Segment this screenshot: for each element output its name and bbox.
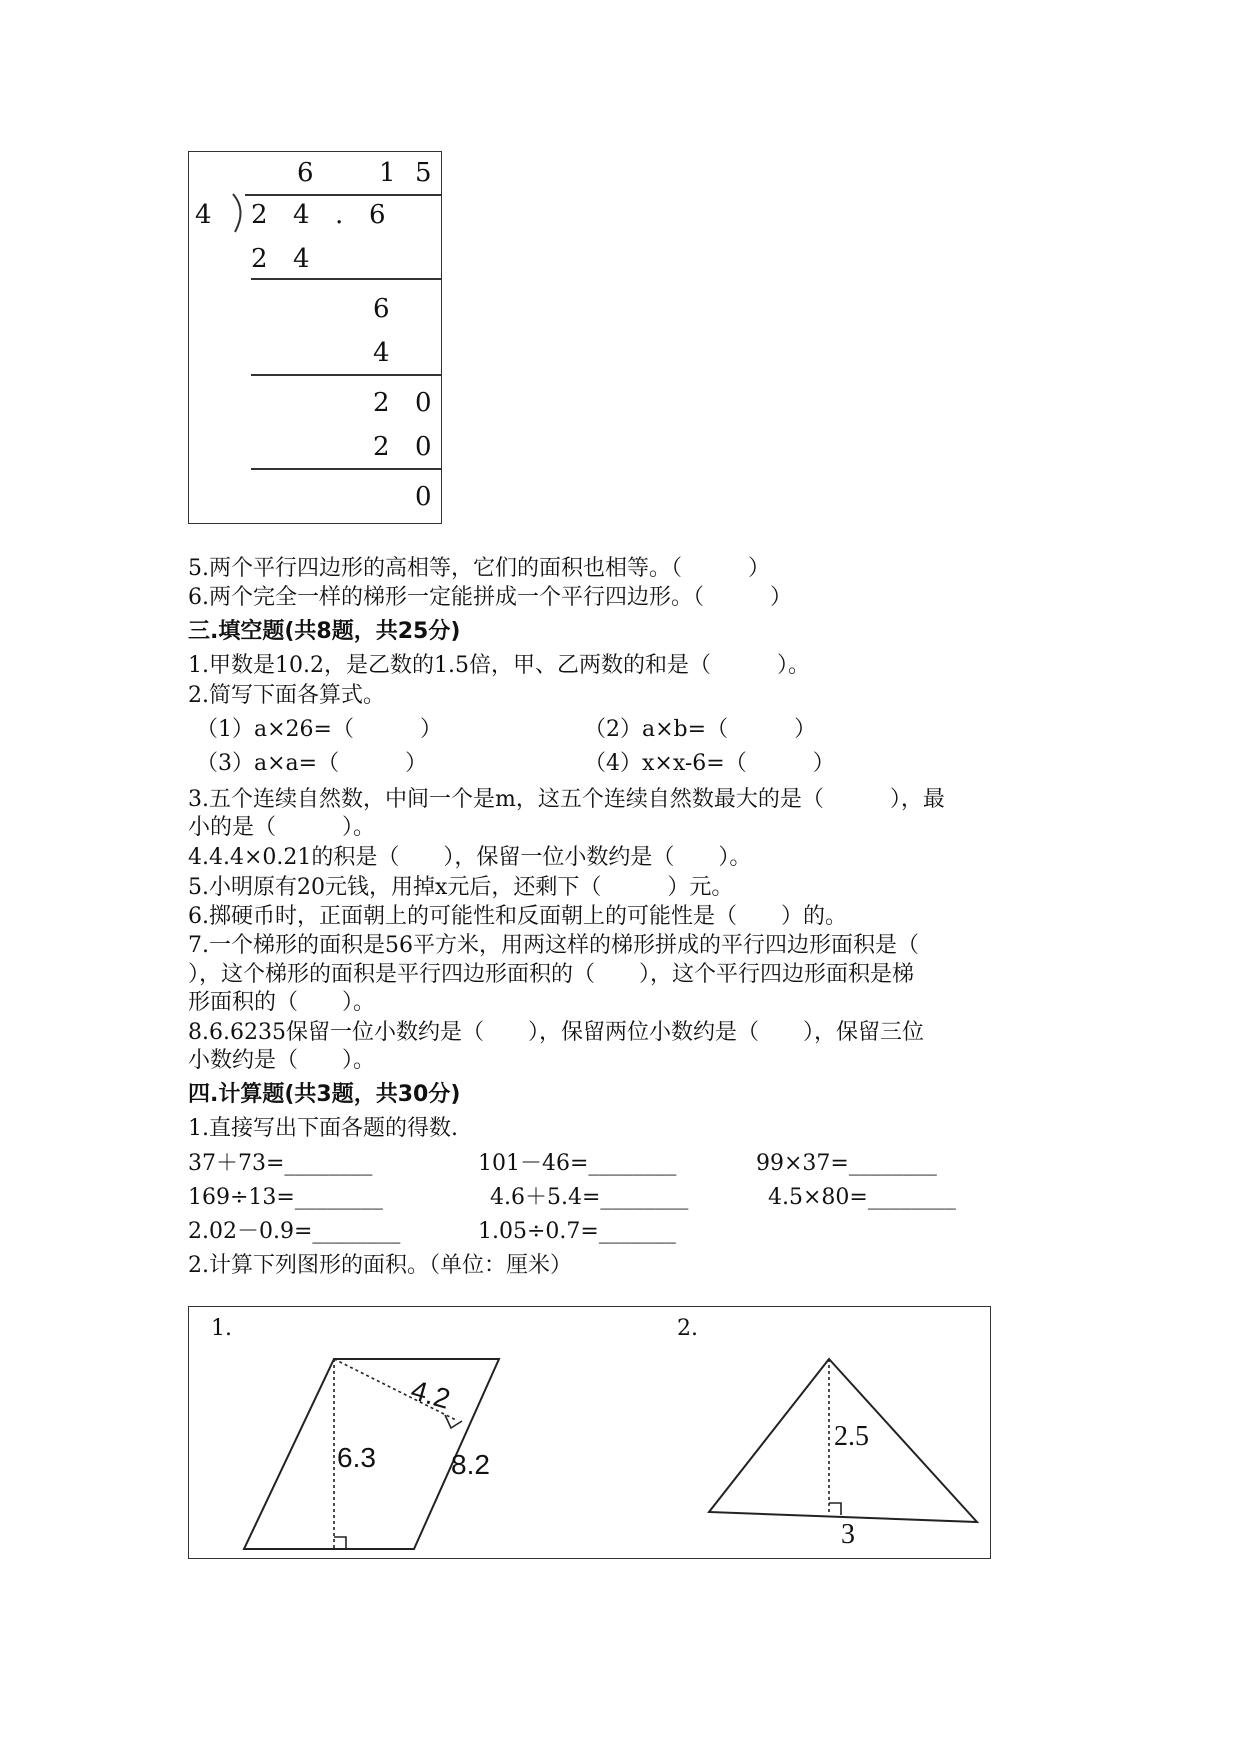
fill-question-5: 5.小明原有20元钱，用掉x元后，还剩下（ ）元。 xyxy=(188,875,734,900)
long-division-figure xyxy=(188,151,442,524)
dividend-digit: 2 xyxy=(251,200,268,230)
fill-question-7: 7.一个梯形的面积是56平方米，用两这样的梯形拼成的平行四边形面积是（ xyxy=(188,933,919,958)
fill-question-2-item: （4）x×x-6=（ ） xyxy=(584,751,835,776)
fill-question-2: 2.简写下面各算式。 xyxy=(188,683,385,708)
parallelogram-perp-right-angle xyxy=(445,1415,462,1428)
fill-question-3-cont: 小的是（ ）。 xyxy=(188,815,376,840)
figure-1-label: 1. xyxy=(211,1316,232,1341)
fill-question-1: 1.甲数是10.2，是乙数的1.5倍，甲、乙两数的和是（ ）。 xyxy=(188,653,810,678)
step-digit: 6 xyxy=(373,294,390,324)
fill-question-3: 3.五个连续自然数，中间一个是m，这五个连续自然数最大的是（ ），最 xyxy=(188,787,945,812)
fill-question-7-cont: 形面积的（ ）。 xyxy=(188,990,376,1015)
calc-item: 101－46=________ xyxy=(478,1151,677,1176)
fill-question-2-item: （3）a×a=（ ） xyxy=(196,751,428,776)
divisor: 4 xyxy=(195,200,212,230)
dividend-digit: 4 xyxy=(293,200,310,230)
area-figures xyxy=(188,1306,991,1559)
quotient-digit: 6 xyxy=(297,158,314,188)
step-digit: 2 xyxy=(251,244,268,274)
step-digit: 2 xyxy=(373,432,390,462)
parallelogram-height-label: 6.3 xyxy=(337,1442,376,1473)
division-bracket xyxy=(231,192,251,234)
calc-item: 99×37=________ xyxy=(756,1151,937,1176)
dividend-digit: 6 xyxy=(369,200,386,230)
step-rule xyxy=(251,374,441,376)
fill-question-8: 8.6.6235保留一位小数约是（ ），保留两位小数约是（ ），保留三位 xyxy=(188,1020,924,1045)
section-4-title: 四.计算题(共3题，共30分) xyxy=(188,1082,461,1107)
step-digit: 0 xyxy=(415,432,432,462)
parallelogram-height-right-angle xyxy=(334,1537,346,1549)
fill-question-4: 4.4.4×0.21的积是（ ），保留一位小数约是（ ）。 xyxy=(188,845,752,870)
calc-item: 1.05÷0.7=_______ xyxy=(478,1219,676,1244)
calc-item: 169÷13=________ xyxy=(188,1185,383,1210)
fill-question-2-item: （1）a×26=（ ） xyxy=(196,717,442,742)
fill-question-2-item: （2）a×b=（ ） xyxy=(584,717,817,742)
quotient-digit: 5 xyxy=(415,158,432,188)
step-digit: 0 xyxy=(415,388,432,418)
triangle-height-label: 2.5 xyxy=(834,1421,869,1452)
fill-question-8-cont: 小数约是（ ）。 xyxy=(188,1048,376,1073)
calc-item: 4.6＋5.4=________ xyxy=(490,1185,689,1210)
triangle-base-label: 3 xyxy=(841,1519,855,1550)
judgement-question-5: 5.两个平行四边形的高相等，它们的面积也相等。（ ） xyxy=(188,556,770,581)
judgement-question-6: 6.两个完全一样的梯形一定能拼成一个平行四边形。（ ） xyxy=(188,585,792,610)
calc-question-2: 2.计算下列图形的面积。（单位：厘米） xyxy=(188,1253,572,1278)
fill-question-6: 6.掷硬币时，正面朝上的可能性和反面朝上的可能性是（ ）的。 xyxy=(188,904,847,929)
section-3-title: 三.填空题(共8题，共25分) xyxy=(188,619,461,644)
step-rule xyxy=(251,278,441,280)
calc-item: 37＋73=________ xyxy=(188,1151,373,1176)
step-digit: 4 xyxy=(293,244,310,274)
quotient-digit: 1 xyxy=(379,158,396,188)
parallelogram-perp-label: 4.2 xyxy=(407,1374,454,1415)
step-digit: 4 xyxy=(373,338,390,368)
division-bar xyxy=(245,194,441,196)
step-digit: 2 xyxy=(373,388,390,418)
figure-drawings xyxy=(189,1307,989,1557)
parallelogram-side-label: 8.2 xyxy=(451,1449,490,1480)
dividend-point: . xyxy=(335,200,344,230)
triangle-height-right-angle xyxy=(829,1503,841,1515)
calc-item: 4.5×80=________ xyxy=(768,1185,956,1210)
fill-question-7-cont: ），这个梯形的面积是平行四边形面积的（ ），这个平行四边形面积是梯 xyxy=(188,962,915,987)
step-rule xyxy=(251,468,441,470)
step-digit: 0 xyxy=(415,482,432,512)
calc-item: 2.02－0.9=________ xyxy=(188,1219,401,1244)
figure-2-label: 2. xyxy=(677,1316,698,1341)
calc-question-1: 1.直接写出下面各题的得数. xyxy=(188,1116,458,1141)
